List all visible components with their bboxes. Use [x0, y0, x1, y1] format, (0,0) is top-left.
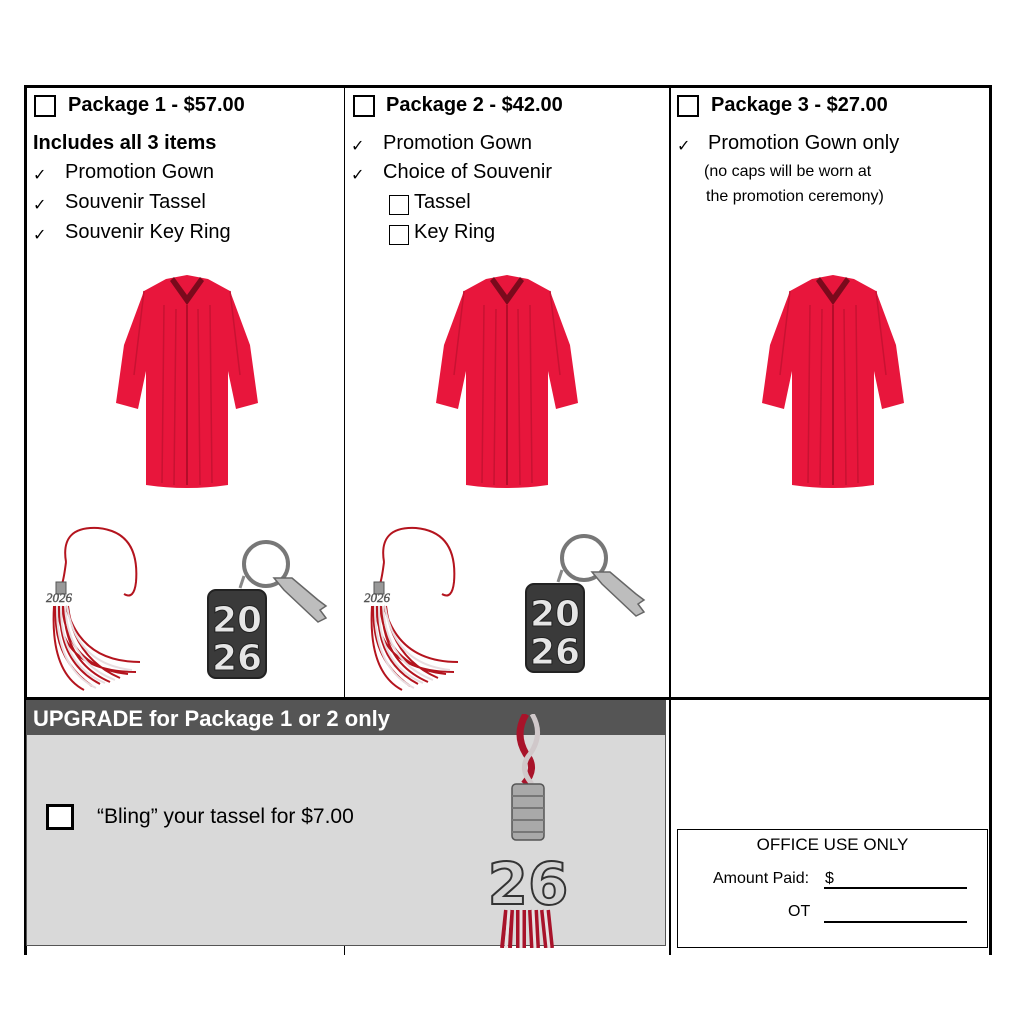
check-mark-icon: ✓ — [351, 167, 365, 184]
package-3-title: Package 3 - $27.00 — [711, 94, 888, 116]
column-divider-1 — [344, 88, 345, 698]
package-2-checkbox[interactable] — [353, 95, 375, 117]
package-2-title: Package 2 - $42.00 — [386, 94, 563, 116]
bling-charm-text: 26 — [487, 850, 569, 918]
keyring-choice-checkbox[interactable] — [389, 225, 409, 245]
keyring-image — [518, 532, 648, 674]
package-3-note-line-2: the promotion ceremony) — [706, 188, 884, 205]
package-3-checkbox[interactable] — [677, 95, 699, 117]
office-use-box — [677, 829, 988, 948]
package-1-item: Promotion Gown — [65, 161, 214, 183]
keyring-choice-label: Key Ring — [414, 221, 496, 243]
check-mark-icon: ✓ — [33, 197, 47, 214]
package-1-item: Souvenir Tassel — [65, 191, 206, 213]
package-3-item: Promotion Gown only — [708, 132, 900, 154]
bling-option-label: “Bling” your tassel for $7.00 — [97, 805, 354, 828]
package-3-note-line-1: (no caps will be worn at — [704, 163, 872, 180]
tassel-charm-label: 2026 — [46, 590, 72, 605]
package-2-item: Choice of Souvenir — [383, 161, 552, 183]
upgrade-header-text: UPGRADE for Package 1 or 2 only — [33, 706, 390, 731]
check-mark-icon: ✓ — [33, 167, 47, 184]
package-2-item: Promotion Gown — [383, 132, 532, 154]
gown-image — [758, 275, 908, 493]
package-1-item: Souvenir Key Ring — [65, 221, 231, 243]
ot-field[interactable] — [824, 921, 967, 923]
keyring-image — [200, 538, 330, 680]
keyring-year-bottom: 26 — [529, 632, 581, 673]
tassel-image — [40, 522, 152, 692]
amount-paid-label: Amount Paid: — [713, 870, 810, 887]
tassel-choice-label: Tassel — [414, 191, 471, 213]
table-right-border — [989, 85, 992, 955]
ot-label: OT — [788, 903, 811, 920]
check-mark-icon: ✓ — [351, 138, 365, 155]
amount-paid-field[interactable] — [824, 887, 967, 889]
office-use-title: OFFICE USE ONLY — [756, 835, 909, 854]
bling-checkbox[interactable] — [46, 804, 74, 830]
table-top-border — [24, 85, 992, 88]
check-mark-icon: ✓ — [33, 227, 47, 244]
currency-symbol: $ — [825, 870, 834, 887]
tassel-charm-label: 2026 — [364, 590, 390, 605]
keyring-year-top: 20 — [211, 600, 263, 641]
column-divider-1-lower — [344, 945, 345, 955]
tassel-image — [358, 522, 470, 692]
keyring-year-top: 20 — [529, 594, 581, 635]
keyring-year-bottom: 26 — [211, 638, 263, 679]
check-mark-icon: ✓ — [677, 138, 691, 155]
package-1-subtitle: Includes all 3 items — [33, 132, 217, 154]
tassel-choice-checkbox[interactable] — [389, 195, 409, 215]
column-divider-2 — [669, 88, 671, 955]
bling-tassel-image — [478, 714, 578, 948]
gown-image — [432, 275, 582, 493]
package-1-checkbox[interactable] — [34, 95, 56, 117]
gown-image — [112, 275, 262, 493]
package-1-title: Package 1 - $57.00 — [68, 94, 245, 116]
